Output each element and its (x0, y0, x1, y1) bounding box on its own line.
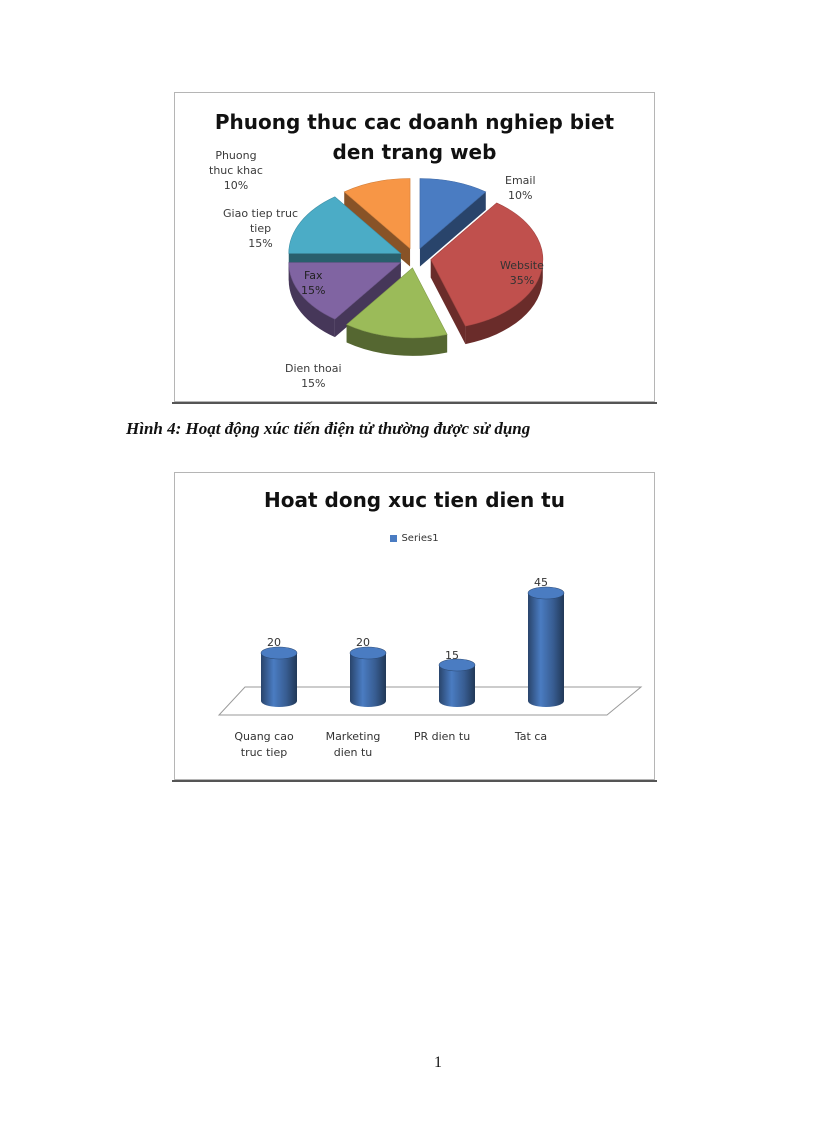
pie-label-phuong-thuc-khac: Phuong thuc khac 10% (209, 149, 263, 192)
bar-value-label: 15 (445, 649, 459, 662)
pie-label-dien-thoai: Dien thoai 15% (285, 362, 342, 390)
bar-chart-underline (172, 780, 657, 782)
bar-tat-ca (528, 587, 564, 707)
legend-label: Series1 (401, 533, 439, 544)
bar-marketing-dien-tu (350, 647, 386, 707)
pie-chart-title: Phuong thuc cac doanh nghiep biet den trang web (214, 110, 615, 164)
pie-label-giao-tiep: Giao tiep truc tiep 15% (223, 207, 299, 250)
pie-label-email: Email 10% (505, 174, 536, 202)
bar-value-label: 20 (267, 636, 281, 649)
bar-chart-title: Hoat dong xuc tien dien tu (264, 488, 565, 512)
bar-value-label: 45 (534, 576, 548, 589)
bar-category-label: Marketing dien tu (325, 730, 381, 759)
bar-chart (174, 472, 655, 780)
bar-category-label: PR dien tu (413, 730, 471, 743)
bar-category-label: Quang cao truc tiep (234, 730, 294, 759)
pie-chart (174, 92, 655, 402)
pie-chart-underline (172, 402, 657, 404)
bar-pr-dien-tu (439, 659, 475, 707)
pie-label-website: Website 35% (500, 259, 544, 287)
bar-value-label: 20 (356, 636, 370, 649)
bar-category-label: Tat ca (514, 730, 548, 743)
bar-quang-cao-truc-tiep (261, 647, 297, 707)
figure-caption: Hình 4: Hoạt động xúc tiến điện tử thường được sử dụng (126, 419, 531, 438)
pie-label-fax: Fax 15% (301, 269, 326, 297)
page-number: 1 (434, 1054, 442, 1071)
